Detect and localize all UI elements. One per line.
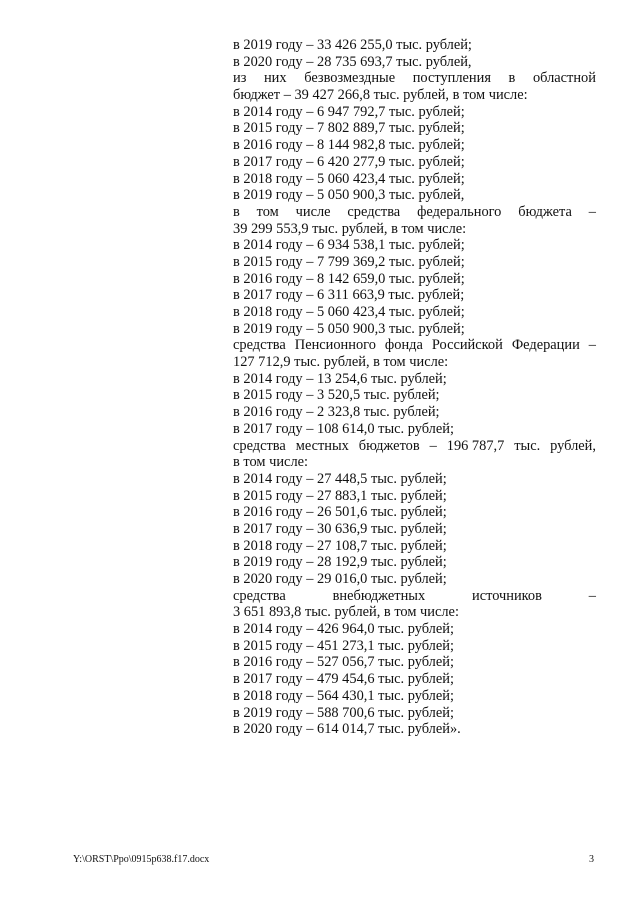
word: внебюджетных: [332, 587, 426, 604]
word: средства: [233, 587, 286, 604]
word: поступления: [412, 70, 491, 87]
word: –: [588, 203, 596, 220]
page-number: 3: [589, 854, 594, 865]
word: бюджетов: [358, 437, 420, 454]
text-line-justified: [233, 204, 596, 221]
word: –: [588, 337, 596, 354]
text-line: в 2018 году – 27 108,7 тыс. рублей;: [233, 537, 447, 554]
text-line: в 2017 году – 108 614,0 тыс. рублей;: [233, 420, 454, 437]
word: средства: [233, 337, 286, 354]
text-line: в 2015 году – 451 273,1 тыс. рублей;: [233, 637, 454, 654]
word: –: [429, 437, 437, 454]
text-line: в 2020 году – 614 014,7 тыс. рублей».: [233, 721, 461, 738]
text-line: в 2019 году – 33 426 255,0 тыс. рублей;: [233, 37, 472, 53]
word: 196 787,7: [446, 437, 505, 454]
word: областной: [532, 70, 596, 87]
word: фонда: [384, 337, 423, 354]
text-line: в 2017 году – 479 454,6 тыс. рублей;: [233, 671, 454, 688]
document-body: [233, 37, 596, 738]
text-line: в 2018 году – 564 430,1 тыс. рублей;: [233, 687, 454, 704]
text-line: в 2016 году – 527 056,7 тыс. рублей;: [233, 654, 454, 671]
text-line: в 2014 году – 6 934 538,1 тыс. рублей;: [233, 237, 465, 254]
word: –: [588, 587, 596, 604]
text-line: 39 299 553,9 тыс. рублей, в том числе:: [233, 220, 467, 237]
word: них: [263, 70, 287, 87]
text-line: в 2020 году – 29 016,0 тыс. рублей;: [233, 571, 447, 587]
text-line: в 2014 году – 27 448,5 тыс. рублей;: [233, 470, 447, 487]
word: в: [508, 70, 516, 87]
text-line: в 2014 году – 6 947 792,7 тыс. рублей;: [233, 103, 465, 120]
word: рублей,: [550, 437, 596, 454]
text-line: 127 712,9 тыс. рублей, в том числе:: [233, 354, 449, 371]
word: числе: [295, 203, 331, 220]
word: средства: [347, 203, 401, 220]
text-line: в 2016 году – 8 142 659,0 тыс. рублей;: [233, 270, 465, 287]
word: том: [256, 203, 279, 220]
text-line: в 2016 году – 26 501,6 тыс. рублей;: [233, 504, 447, 521]
footer-file-path: Y:\ORST\Ppo\0915p638.f17.docx: [73, 854, 210, 865]
text-line: в 2015 году – 3 520,5 тыс. рублей;: [233, 387, 440, 404]
word: местных: [295, 437, 349, 454]
word: бюджета: [518, 203, 572, 220]
text-line: в 2014 году – 426 964,0 тыс. рублей;: [233, 621, 454, 638]
text-line-justified: [233, 70, 596, 87]
text-line: в 2014 году – 13 254,6 тыс. рублей;: [233, 370, 447, 387]
word: средства: [233, 437, 286, 454]
text-line: бюджет – 39 427 266,8 тыс. рублей, в том числе:: [233, 87, 528, 104]
text-line: в 2015 году – 7 799 369,2 тыс. рублей;: [233, 253, 465, 270]
text-line-justified: [233, 337, 596, 354]
text-line: в 2019 году – 588 700,6 тыс. рублей;: [233, 704, 454, 721]
text-line: в 2018 году – 5 060 423,4 тыс. рублей;: [233, 170, 465, 187]
word: Федерации: [511, 337, 580, 354]
text-line-justified: [233, 438, 596, 455]
text-line: в 2019 году – 28 192,9 тыс. рублей;: [233, 554, 447, 571]
word: тыс.: [514, 437, 541, 454]
text-line: в 2017 году – 6 311 663,9 тыс. рублей;: [233, 287, 465, 304]
text-line: в 2016 году – 8 144 982,8 тыс. рублей;: [233, 137, 465, 154]
text-line: 3 651 893,8 тыс. рублей, в том числе:: [233, 604, 459, 621]
text-line: в 2019 году – 5 050 900,3 тыс. рублей,: [233, 187, 465, 204]
text-line: в 2015 году – 27 883,1 тыс. рублей;: [233, 487, 447, 504]
word: Российской: [431, 337, 503, 354]
text-line: в 2015 году – 7 802 889,7 тыс. рублей;: [233, 120, 465, 137]
text-line: в 2019 году – 5 050 900,3 тыс. рублей;: [233, 320, 465, 337]
text-line: в 2017 году – 30 636,9 тыс. рублей;: [233, 520, 447, 537]
text-line: в 2018 году – 5 060 423,4 тыс. рублей;: [233, 304, 465, 320]
word: федерального: [417, 203, 502, 220]
text-line-justified: [233, 588, 596, 605]
text-line: в том числе:: [233, 454, 309, 471]
text-line: в 2016 году – 2 323,8 тыс. рублей;: [233, 404, 440, 421]
word: источников: [472, 587, 542, 604]
word: Пенсионного: [294, 337, 376, 354]
word: из: [233, 70, 247, 87]
word: в: [233, 203, 240, 220]
text-line: в 2020 году – 28 735 693,7 тыс. рублей,: [233, 53, 472, 70]
text-line: в 2017 году – 6 420 277,9 тыс. рублей;: [233, 153, 465, 170]
word: безвозмездные: [304, 70, 396, 87]
